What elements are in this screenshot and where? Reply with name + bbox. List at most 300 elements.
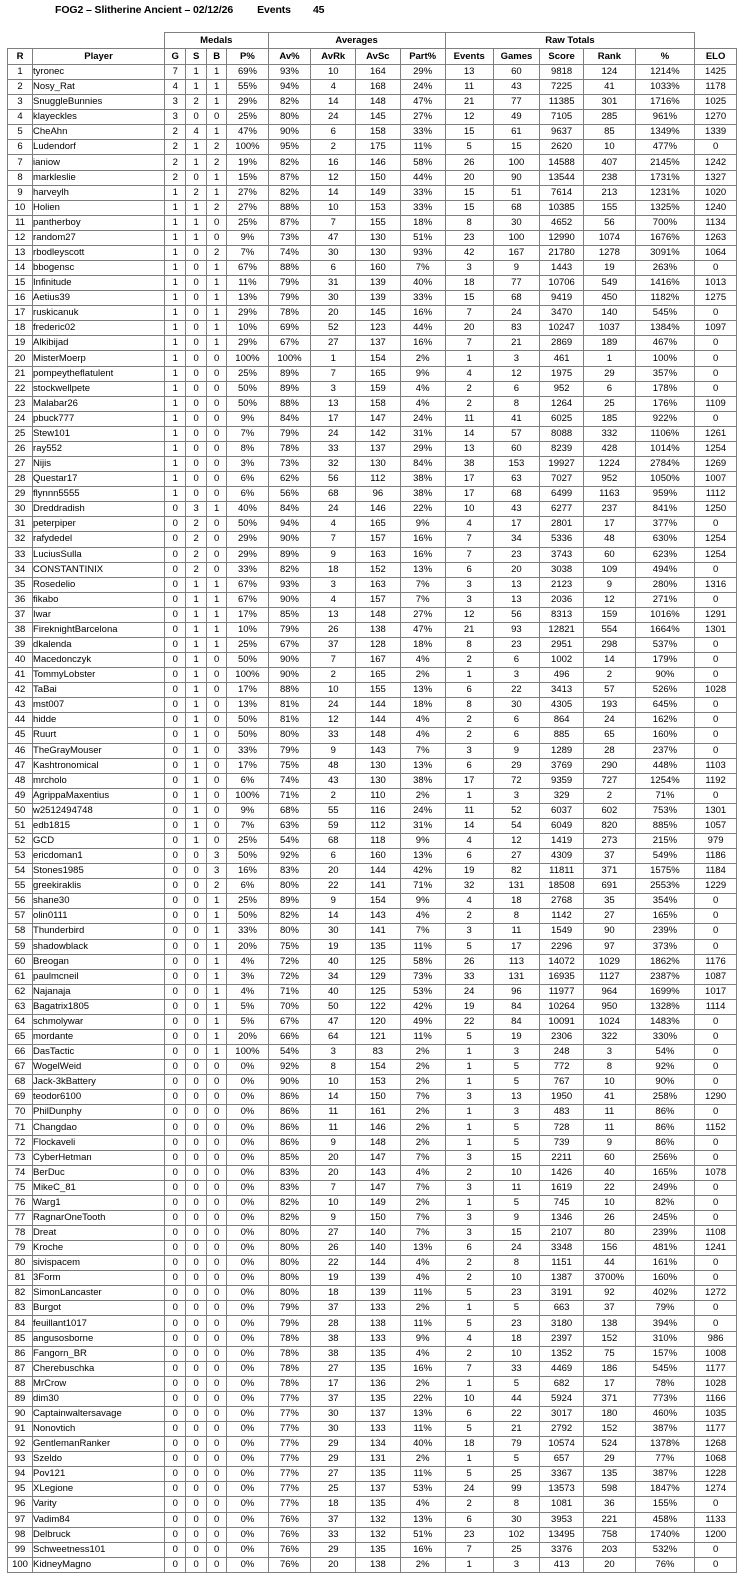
cell-avsc: 142	[356, 426, 401, 441]
column-header-g[interactable]: G	[165, 49, 186, 65]
cell-avrk: 8	[311, 1060, 356, 1075]
cell-events: 4	[445, 894, 493, 909]
cell-avrk: 27	[311, 336, 356, 351]
cell-avrk: 11	[311, 1120, 356, 1135]
table-row[interactable]	[8, 1316, 737, 1331]
table-row[interactable]	[8, 592, 737, 607]
table-row[interactable]	[8, 969, 737, 984]
column-header-events[interactable]: Events	[445, 49, 493, 65]
cell-part: 58%	[400, 155, 445, 170]
table-row[interactable]	[8, 336, 737, 351]
table-row[interactable]	[8, 441, 737, 456]
table-row[interactable]	[8, 110, 737, 125]
table-row[interactable]	[8, 1512, 737, 1527]
table-row[interactable]	[8, 1150, 737, 1165]
table-row[interactable]	[8, 215, 737, 230]
cell-av_pct: 80%	[268, 1271, 311, 1286]
table-row[interactable]	[8, 351, 737, 366]
table-row[interactable]	[8, 125, 737, 140]
cell-r: 84	[8, 1316, 33, 1331]
table-row[interactable]	[8, 849, 737, 864]
table-row[interactable]	[8, 1376, 737, 1391]
cell-avrk: 33	[311, 1527, 356, 1542]
table-row[interactable]	[8, 1210, 737, 1225]
column-header-player[interactable]: Player	[33, 49, 165, 65]
table-row[interactable]	[8, 170, 737, 185]
cell-pct: 1254%	[635, 773, 695, 788]
cell-s: 4	[186, 125, 206, 140]
cell-av_pct: 90%	[268, 592, 311, 607]
table-row[interactable]	[8, 1557, 737, 1572]
cell-games: 23	[493, 1286, 539, 1301]
cell-part: 13%	[400, 1406, 445, 1421]
table-row[interactable]	[8, 668, 737, 683]
cell-s: 0	[186, 1180, 206, 1195]
cell-rank: 17	[584, 1376, 636, 1391]
cell-s: 0	[186, 879, 206, 894]
cell-g: 0	[165, 984, 186, 999]
table-row[interactable]	[8, 653, 737, 668]
cell-g: 0	[165, 1361, 186, 1376]
table-row[interactable]	[8, 200, 737, 215]
table-row[interactable]	[8, 261, 737, 276]
cell-pct: 76%	[635, 1557, 695, 1572]
table-row[interactable]	[8, 1391, 737, 1406]
column-header-s[interactable]: S	[186, 49, 206, 65]
cell-events: 22	[445, 1014, 493, 1029]
cell-elo: 1108	[695, 1226, 737, 1241]
table-row[interactable]	[8, 1346, 737, 1361]
cell-r: 65	[8, 1030, 33, 1045]
cell-avsc: 118	[356, 833, 401, 848]
table-row[interactable]	[8, 607, 737, 622]
cell-events: 1	[445, 668, 493, 683]
cell-events: 1	[445, 1301, 493, 1316]
table-row[interactable]	[8, 637, 737, 652]
table-row[interactable]	[8, 502, 737, 517]
column-header-rank[interactable]: Rank	[584, 49, 636, 65]
cell-elo: 1254	[695, 441, 737, 456]
cell-events: 3	[445, 1210, 493, 1225]
table-row[interactable]	[8, 185, 737, 200]
cell-score: 4305	[540, 698, 584, 713]
table-row[interactable]	[8, 728, 737, 743]
cell-avrk: 18	[311, 1286, 356, 1301]
cell-b: 0	[206, 1497, 227, 1512]
table-row[interactable]	[8, 155, 737, 170]
cell-part: 2%	[400, 1105, 445, 1120]
table-row[interactable]	[8, 1467, 737, 1482]
table-row[interactable]	[8, 954, 737, 969]
cell-avsc: 144	[356, 864, 401, 879]
table-row[interactable]	[8, 140, 737, 155]
cell-b: 2	[206, 200, 227, 215]
table-row[interactable]	[8, 457, 737, 472]
cell-g: 1	[165, 426, 186, 441]
cell-avrk: 13	[311, 396, 356, 411]
cell-score: 6037	[540, 803, 584, 818]
cell-r: 18	[8, 321, 33, 336]
table-row[interactable]	[8, 1271, 737, 1286]
cell-part: 2%	[400, 668, 445, 683]
cell-b: 2	[206, 155, 227, 170]
table-row[interactable]	[8, 1241, 737, 1256]
table-row[interactable]	[8, 426, 737, 441]
table-row[interactable]	[8, 276, 737, 291]
cell-r: 35	[8, 577, 33, 592]
cell-g: 0	[165, 1195, 186, 1210]
cell-g: 0	[165, 894, 186, 909]
cell-games: 19	[493, 1030, 539, 1045]
cell-score: 8313	[540, 607, 584, 622]
cell-s: 0	[186, 1452, 206, 1467]
cell-b: 0	[206, 1060, 227, 1075]
table-row[interactable]	[8, 1226, 737, 1241]
cell-events: 15	[445, 200, 493, 215]
table-row[interactable]	[8, 1135, 737, 1150]
table-row[interactable]	[8, 1497, 737, 1512]
table-row[interactable]	[8, 1030, 737, 1045]
cell-rank: 75	[584, 1346, 636, 1361]
cell-rank: 332	[584, 426, 636, 441]
table-row[interactable]	[8, 909, 737, 924]
table-row[interactable]	[8, 230, 737, 245]
cell-games: 131	[493, 879, 539, 894]
cell-events: 33	[445, 969, 493, 984]
cell-part: 58%	[400, 954, 445, 969]
column-header-row	[8, 49, 737, 65]
cell-games: 49	[493, 110, 539, 125]
cell-s: 0	[186, 366, 206, 381]
cell-games: 43	[493, 80, 539, 95]
cell-pct: 256%	[635, 1150, 695, 1165]
table-row[interactable]	[8, 245, 737, 260]
table-row[interactable]	[8, 1361, 737, 1376]
cell-avsc: 154	[356, 351, 401, 366]
table-row[interactable]	[8, 547, 737, 562]
cell-elo: 0	[695, 306, 737, 321]
cell-part: 7%	[400, 1090, 445, 1105]
table-row[interactable]	[8, 743, 737, 758]
cell-av_pct: 80%	[268, 110, 311, 125]
cell-rank: 97	[584, 939, 636, 954]
cell-r: 8	[8, 170, 33, 185]
cell-g: 0	[165, 909, 186, 924]
table-row[interactable]	[8, 1060, 737, 1075]
table-row[interactable]	[8, 1331, 737, 1346]
cell-player: Varity	[33, 1497, 165, 1512]
table-row[interactable]	[8, 65, 737, 80]
cell-g: 0	[165, 653, 186, 668]
cell-g: 7	[165, 65, 186, 80]
cell-rank: 92	[584, 1286, 636, 1301]
table-row[interactable]	[8, 95, 737, 110]
cell-r: 42	[8, 683, 33, 698]
cell-p_pct: 11%	[227, 276, 268, 291]
table-row[interactable]	[8, 879, 737, 894]
table-row[interactable]	[8, 1256, 737, 1271]
cell-s: 0	[186, 1316, 206, 1331]
table-row[interactable]	[8, 803, 737, 818]
cell-g: 0	[165, 1527, 186, 1542]
cell-s: 0	[186, 1557, 206, 1572]
cell-g: 0	[165, 1542, 186, 1557]
cell-s: 0	[186, 1376, 206, 1391]
cell-player: Dreat	[33, 1226, 165, 1241]
table-row[interactable]	[8, 472, 737, 487]
cell-events: 3	[445, 1090, 493, 1105]
cell-avsc: 112	[356, 472, 401, 487]
cell-b: 1	[206, 924, 227, 939]
cell-s: 0	[186, 1527, 206, 1542]
cell-s: 3	[186, 502, 206, 517]
cell-b: 0	[206, 1331, 227, 1346]
cell-g: 0	[165, 1135, 186, 1150]
table-row[interactable]	[8, 999, 737, 1014]
cell-games: 25	[493, 1542, 539, 1557]
table-row[interactable]	[8, 622, 737, 637]
cell-p_pct: 4%	[227, 954, 268, 969]
table-row[interactable]	[8, 1301, 737, 1316]
table-row[interactable]	[8, 894, 737, 909]
table-row[interactable]	[8, 984, 737, 999]
cell-p_pct: 0%	[227, 1316, 268, 1331]
cell-p_pct: 3%	[227, 969, 268, 984]
table-row[interactable]	[8, 1437, 737, 1452]
column-header-p_pct[interactable]: P%	[227, 49, 268, 65]
table-row[interactable]	[8, 381, 737, 396]
cell-rank: 9	[584, 577, 636, 592]
table-row[interactable]	[8, 1105, 737, 1120]
cell-part: 2%	[400, 1060, 445, 1075]
cell-elo: 1228	[695, 1467, 737, 1482]
cell-avsc: 130	[356, 773, 401, 788]
cell-av_pct: 93%	[268, 65, 311, 80]
cell-av_pct: 71%	[268, 788, 311, 803]
cell-p_pct: 0%	[227, 1406, 268, 1421]
column-header-score[interactable]: Score	[540, 49, 584, 65]
table-row[interactable]	[8, 758, 737, 773]
cell-av_pct: 74%	[268, 245, 311, 260]
cell-games: 8	[493, 1497, 539, 1512]
cell-pct: 1384%	[635, 321, 695, 336]
cell-av_pct: 71%	[268, 984, 311, 999]
table-row[interactable]	[8, 1482, 737, 1497]
column-header-elo[interactable]: ELO	[695, 49, 737, 65]
table-row[interactable]	[8, 532, 737, 547]
table-row[interactable]	[8, 924, 737, 939]
cell-b: 1	[206, 125, 227, 140]
table-row[interactable]	[8, 1286, 737, 1301]
cell-av_pct: 78%	[268, 1346, 311, 1361]
table-row[interactable]	[8, 818, 737, 833]
cell-avrk: 26	[311, 622, 356, 637]
table-row[interactable]	[8, 366, 737, 381]
cell-avsc: 133	[356, 1331, 401, 1346]
cell-b: 0	[206, 1346, 227, 1361]
table-row[interactable]	[8, 1422, 737, 1437]
table-row[interactable]	[8, 1045, 737, 1060]
column-header-av_pct[interactable]: Av%	[268, 49, 311, 65]
cell-player: Bagatrix1805	[33, 999, 165, 1014]
cell-avsc: 135	[356, 1391, 401, 1406]
column-header-avrk[interactable]: AvRk	[311, 49, 356, 65]
cell-player: dim30	[33, 1391, 165, 1406]
cell-elo: 0	[695, 1105, 737, 1120]
table-row[interactable]	[8, 1542, 737, 1557]
cell-r: 23	[8, 396, 33, 411]
cell-games: 60	[493, 441, 539, 456]
cell-part: 2%	[400, 351, 445, 366]
cell-games: 20	[493, 562, 539, 577]
table-row[interactable]	[8, 713, 737, 728]
cell-r: 52	[8, 833, 33, 848]
cell-part: 2%	[400, 1120, 445, 1135]
cell-s: 0	[186, 1512, 206, 1527]
cell-g: 1	[165, 306, 186, 321]
table-row[interactable]	[8, 517, 737, 532]
cell-events: 1	[445, 351, 493, 366]
table-row[interactable]	[8, 1180, 737, 1195]
table-row[interactable]	[8, 683, 737, 698]
cell-games: 8	[493, 1256, 539, 1271]
cell-av_pct: 77%	[268, 1437, 311, 1452]
cell-pct: 458%	[635, 1512, 695, 1527]
table-row[interactable]	[8, 562, 737, 577]
column-header-r[interactable]: R	[8, 49, 33, 65]
table-row[interactable]	[8, 1195, 737, 1210]
cell-r: 43	[8, 698, 33, 713]
cell-b: 0	[206, 833, 227, 848]
table-row[interactable]	[8, 1165, 737, 1180]
cell-r: 6	[8, 140, 33, 155]
cell-avsc: 148	[356, 1135, 401, 1150]
cell-s: 1	[186, 140, 206, 155]
group-header-averages: Averages	[268, 33, 445, 49]
cell-b: 0	[206, 457, 227, 472]
cell-pct: 448%	[635, 758, 695, 773]
column-header-avsc[interactable]: AvSc	[356, 49, 401, 65]
cell-events: 1	[445, 1105, 493, 1120]
cell-s: 0	[186, 864, 206, 879]
table-row[interactable]	[8, 788, 737, 803]
cell-rank: 3	[584, 1045, 636, 1060]
cell-score: 2801	[540, 517, 584, 532]
table-row[interactable]	[8, 833, 737, 848]
column-header-pct[interactable]: %	[635, 49, 695, 65]
cell-p_pct: 47%	[227, 125, 268, 140]
column-header-part[interactable]: Part%	[400, 49, 445, 65]
table-row[interactable]	[8, 80, 737, 95]
cell-player: mrcholo	[33, 773, 165, 788]
table-row[interactable]	[8, 577, 737, 592]
cell-elo: 0	[695, 140, 737, 155]
cell-avrk: 10	[311, 1075, 356, 1090]
cell-s: 0	[186, 351, 206, 366]
cell-player: stockwellpete	[33, 381, 165, 396]
table-row[interactable]	[8, 698, 737, 713]
cell-p_pct: 100%	[227, 668, 268, 683]
cell-av_pct: 86%	[268, 1135, 311, 1150]
cell-elo: 1200	[695, 1527, 737, 1542]
cell-score: 1002	[540, 653, 584, 668]
cell-pct: 1182%	[635, 291, 695, 306]
cell-rank: 152	[584, 1331, 636, 1346]
cell-g: 0	[165, 1331, 186, 1346]
cell-avrk: 38	[311, 1331, 356, 1346]
cell-rank: 65	[584, 728, 636, 743]
column-header-games[interactable]: Games	[493, 49, 539, 65]
cell-av_pct: 67%	[268, 1014, 311, 1029]
cell-rank: 140	[584, 306, 636, 321]
cell-player: dkalenda	[33, 637, 165, 652]
cell-elo: 1177	[695, 1422, 737, 1437]
cell-r: 47	[8, 758, 33, 773]
table-row[interactable]	[8, 411, 737, 426]
table-row[interactable]	[8, 864, 737, 879]
cell-g: 0	[165, 1452, 186, 1467]
table-row[interactable]	[8, 487, 737, 502]
cell-rank: 41	[584, 80, 636, 95]
cell-p_pct: 0%	[227, 1422, 268, 1437]
cell-rank: 10	[584, 140, 636, 155]
cell-player: Najanaja	[33, 984, 165, 999]
table-row[interactable]	[8, 1090, 737, 1105]
table-row[interactable]	[8, 939, 737, 954]
table-row[interactable]	[8, 1527, 737, 1542]
cell-score: 1975	[540, 366, 584, 381]
cell-avrk: 40	[311, 954, 356, 969]
cell-g: 0	[165, 1014, 186, 1029]
cell-av_pct: 79%	[268, 1316, 311, 1331]
table-row[interactable]	[8, 321, 737, 336]
table-row[interactable]	[8, 1406, 737, 1421]
table-row[interactable]	[8, 396, 737, 411]
cell-b: 1	[206, 95, 227, 110]
table-row[interactable]	[8, 1075, 737, 1090]
table-row[interactable]	[8, 773, 737, 788]
cell-b: 0	[206, 773, 227, 788]
cell-games: 30	[493, 215, 539, 230]
cell-events: 7	[445, 306, 493, 321]
cell-b: 1	[206, 336, 227, 351]
cell-av_pct: 89%	[268, 547, 311, 562]
cell-elo: 0	[695, 1014, 737, 1029]
cell-p_pct: 100%	[227, 788, 268, 803]
table-row[interactable]	[8, 306, 737, 321]
cell-games: 60	[493, 65, 539, 80]
cell-r: 87	[8, 1361, 33, 1376]
table-row[interactable]	[8, 1014, 737, 1029]
table-row[interactable]	[8, 1120, 737, 1135]
cell-b: 0	[206, 683, 227, 698]
cell-rank: 24	[584, 713, 636, 728]
cell-g: 0	[165, 1437, 186, 1452]
cell-rank: 10	[584, 1075, 636, 1090]
column-header-b[interactable]: B	[206, 49, 227, 65]
cell-player: angusosborne	[33, 1331, 165, 1346]
cell-s: 1	[186, 65, 206, 80]
cell-avsc: 131	[356, 1452, 401, 1467]
cell-events: 1	[445, 1376, 493, 1391]
cell-avsc: 138	[356, 622, 401, 637]
cell-s: 0	[186, 472, 206, 487]
cell-av_pct: 77%	[268, 1406, 311, 1421]
table-row[interactable]	[8, 291, 737, 306]
cell-part: 9%	[400, 833, 445, 848]
cell-elo: 0	[695, 351, 737, 366]
cell-b: 1	[206, 894, 227, 909]
